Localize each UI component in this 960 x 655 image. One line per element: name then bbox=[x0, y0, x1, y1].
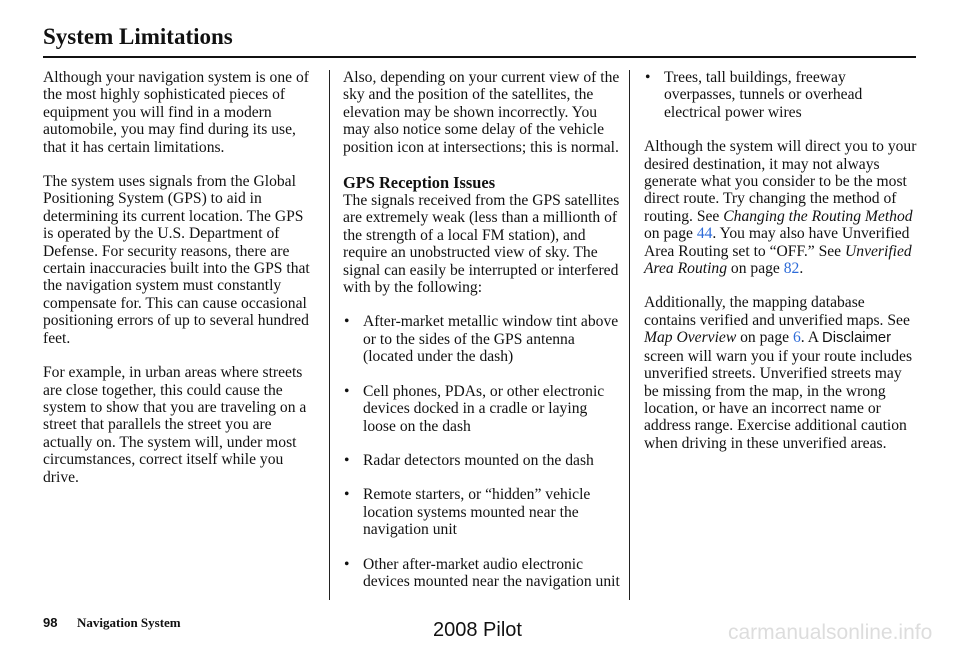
text: on page bbox=[736, 329, 793, 347]
list-item: • Trees, tall buildings, freeway overpasses, tunnels or overhead electrical power wires bbox=[644, 69, 920, 121]
paragraph: Also, depending on your current view of the sky and the position of the satellites, the elevation may be shown incorrectly. You may also notice some delay of the vehicle position icon at intersections; this is normal. bbox=[343, 69, 620, 156]
bullet-list bbox=[343, 313, 620, 590]
paragraph: The system uses signals from the Global Positioning System (GPS) to aid in determining its current location. The GPS is operated by the U.S. Department of Defense. For security reasons, there are certain inaccuracies built into the GPS that the navigation system must constantly compensate for. This can cause occasional positioning errors of up to several hundred feet. bbox=[43, 173, 310, 347]
list-item: • Cell phones, PDAs, or other electronic devices docked in a cradle or laying loose on the dash bbox=[343, 383, 620, 435]
cross-reference: Changing the Routing Method bbox=[723, 207, 913, 225]
text: screen will warn you if your route includes unverified streets. Unverified streets may be missing from the map, in the wrong location, or have an incorrect name or address range. Exercise additional caution when driving in these unverified areas. bbox=[644, 347, 913, 452]
list-item: • Other after-market audio electronic devices mounted near the navigation unit bbox=[343, 556, 620, 591]
text: . You may also have Unverified Area Routing set to “OFF.” See bbox=[644, 225, 910, 260]
bullet-list bbox=[644, 69, 920, 121]
text: . bbox=[799, 260, 804, 278]
screen-name: Disclaimer bbox=[822, 330, 892, 347]
page-link[interactable]: 82 bbox=[783, 260, 800, 278]
column-3 bbox=[644, 69, 920, 469]
cross-reference: Unverified Area Routing bbox=[644, 242, 912, 278]
paragraph: Although your navigation system is one of the most highly sophisticated pieces of equipment you will find in a modern automobile, you may find during its use, that it has certain limitations. bbox=[43, 69, 309, 156]
page-link[interactable]: 6 bbox=[792, 329, 801, 347]
paragraph bbox=[644, 294, 920, 452]
column-divider bbox=[329, 70, 330, 600]
column-2 bbox=[343, 69, 620, 607]
page-number: 98 bbox=[43, 615, 58, 630]
list-item: • After-market metallic window tint above or to the sides of the GPS antenna (located under the dash) bbox=[343, 313, 620, 365]
text: on page bbox=[727, 260, 784, 278]
section-heading: GPS Reception Issues bbox=[343, 173, 496, 193]
column-divider bbox=[629, 70, 630, 600]
text: Although the system will direct you to your desired destination, it may not always generate what you consider to be the most direct route. Try changing the method of routing. See bbox=[644, 138, 917, 225]
column-1 bbox=[43, 69, 316, 503]
list-item: • Radar detectors mounted on the dash bbox=[343, 452, 620, 469]
list-item: • Remote starters, or “hidden” vehicle location systems mounted near the navigation unit bbox=[343, 486, 620, 538]
text: on page bbox=[644, 225, 697, 243]
paragraph bbox=[644, 138, 920, 277]
site-watermark: carmanualsonline.info bbox=[728, 621, 933, 644]
paragraph: The signals received from the GPS satellites are extremely weak (less than a millionth of the strength of a local FM station), and require an unobstructed view of sky. The signal can easily be interrupted or interfered with by the following: bbox=[343, 192, 620, 297]
page-link[interactable]: 44 bbox=[696, 225, 713, 243]
paragraph: For example, in urban areas where streets are close together, this could cause the system to show that you are traveling on a street that parallels the street you are actually on. The system will, under most circumstances, correct itself while you drive. bbox=[43, 364, 307, 486]
title-rule bbox=[43, 56, 916, 58]
text: Additionally, the mapping database contains verified and unverified maps. See bbox=[644, 294, 910, 329]
cross-reference: Map Overview bbox=[644, 329, 737, 347]
text: . A bbox=[800, 329, 823, 347]
page-title: System Limitations bbox=[43, 24, 233, 49]
footer-section: Navigation System bbox=[77, 615, 181, 630]
model-watermark: 2008 Pilot bbox=[433, 619, 522, 641]
